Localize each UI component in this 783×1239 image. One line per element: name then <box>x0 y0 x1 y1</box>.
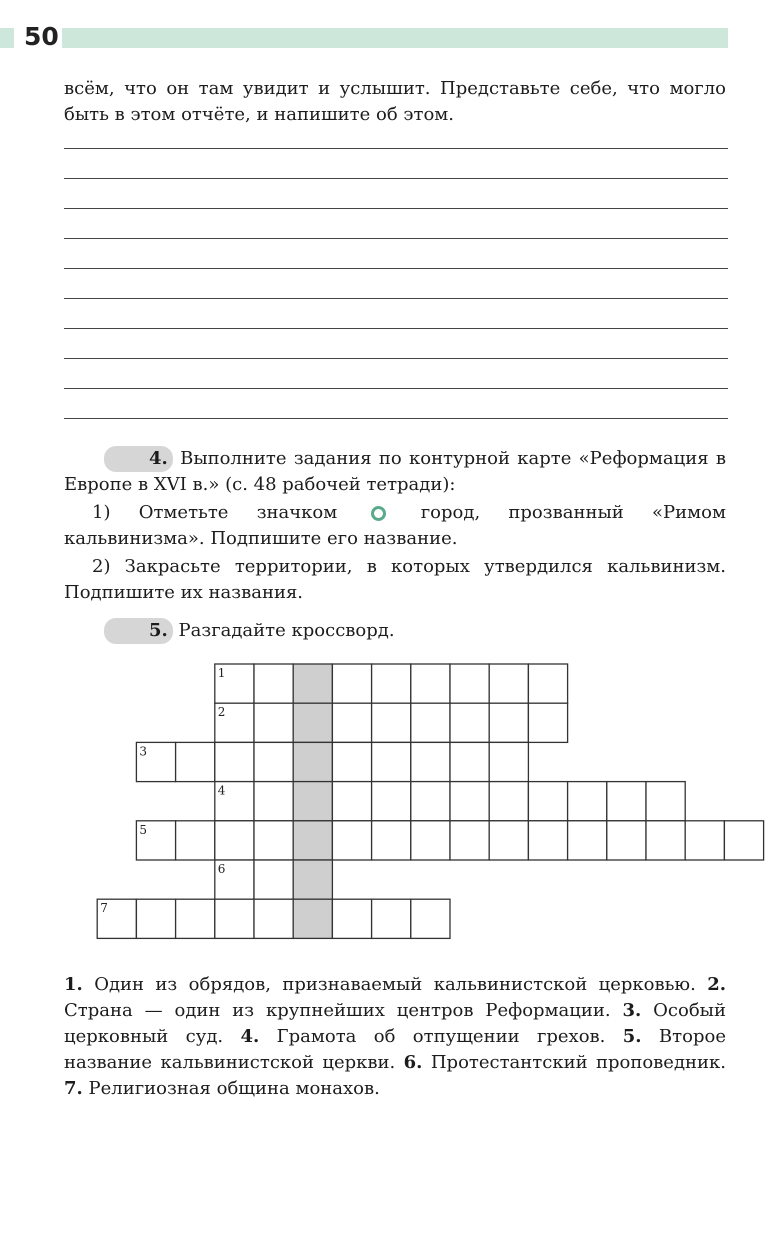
clue-text: Страна — один из крупнейших центров Реформации. <box>64 1000 623 1021</box>
crossword-cell[interactable] <box>332 664 371 703</box>
crossword-cell[interactable] <box>528 703 567 742</box>
crossword-cell[interactable] <box>332 899 371 938</box>
crossword-cell[interactable] <box>254 821 293 860</box>
crossword-row-number: 2 <box>217 705 226 720</box>
crossword-cell[interactable] <box>176 899 215 938</box>
crossword-cell[interactable] <box>411 899 450 938</box>
crossword-cell[interactable] <box>176 742 215 781</box>
crossword-cell[interactable] <box>568 821 607 860</box>
crossword-cell[interactable] <box>489 821 528 860</box>
crossword-cell[interactable] <box>293 860 332 899</box>
crossword-cell[interactable] <box>372 742 411 781</box>
clue-number: 2. <box>707 974 726 995</box>
crossword-cell[interactable] <box>215 821 254 860</box>
task-4-number: 4. <box>104 446 173 472</box>
crossword-cell[interactable] <box>489 703 528 742</box>
crossword-cell[interactable] <box>411 782 450 821</box>
crossword-cell[interactable] <box>332 742 371 781</box>
crossword-cell[interactable] <box>372 703 411 742</box>
task-4-item-1-after: город, прозванный «Римом кальвинизма». Подпишите его название. <box>64 502 726 549</box>
crossword-cell[interactable] <box>528 782 567 821</box>
clue-text: Особый церковный суд. <box>64 1000 727 1047</box>
crossword-cell[interactable] <box>411 742 450 781</box>
crossword-cell[interactable] <box>254 899 293 938</box>
crossword-cell[interactable] <box>254 742 293 781</box>
crossword-cell[interactable] <box>528 664 567 703</box>
clue-text: Религиозная община монахов. <box>82 1078 380 1099</box>
clue-text: Второе название кальвинистской церкви. <box>64 1026 726 1073</box>
crossword-row-number: 3 <box>139 744 148 759</box>
clue-number: 7. <box>64 1078 83 1099</box>
clue-number: 3. <box>622 1000 642 1021</box>
crossword-row-number: 7 <box>100 901 108 916</box>
clue-text: Протестантский проповедник. <box>422 1052 726 1073</box>
crossword-cell[interactable] <box>293 703 332 742</box>
task-4-item-1-before: 1) Отметьте значком <box>92 502 338 523</box>
crossword-cell[interactable] <box>724 821 763 860</box>
crossword-cell[interactable] <box>411 821 450 860</box>
crossword-cell[interactable] <box>489 782 528 821</box>
crossword-cell[interactable] <box>254 664 293 703</box>
crossword-cell[interactable] <box>293 742 332 781</box>
task-5-number: 5. <box>104 618 173 644</box>
crossword-cell[interactable] <box>568 782 607 821</box>
crossword-cell[interactable] <box>293 899 332 938</box>
crossword-cell[interactable] <box>646 782 685 821</box>
crossword-cell[interactable] <box>372 821 411 860</box>
crossword-cell[interactable] <box>528 821 567 860</box>
crossword-cell[interactable] <box>489 664 528 703</box>
page-number: 50 <box>24 22 59 51</box>
crossword-cell[interactable] <box>372 664 411 703</box>
intro-text: всём, что он там увидит и услышит. Представьте себе, что могло быть в этом отчёте, и напишите об этом. <box>64 78 726 125</box>
crossword-cell[interactable] <box>607 782 646 821</box>
crossword-cell[interactable] <box>215 899 254 938</box>
crossword-cell[interactable] <box>450 703 489 742</box>
clue-text: Один из обрядов, признаваемый кальвинистской церковью. <box>82 974 708 995</box>
crossword-cell[interactable] <box>372 782 411 821</box>
crossword-cell[interactable] <box>685 821 724 860</box>
crossword-cell[interactable] <box>607 821 646 860</box>
crossword-cell[interactable] <box>176 821 215 860</box>
crossword-cell[interactable] <box>136 899 175 938</box>
crossword-cell[interactable] <box>646 821 685 860</box>
clue-text: Грамота об отпущении грехов. <box>259 1026 623 1047</box>
crossword-cell[interactable] <box>332 782 371 821</box>
crossword-row-number: 6 <box>217 862 226 876</box>
crossword-cell[interactable] <box>372 899 411 938</box>
crossword-cell[interactable] <box>450 782 489 821</box>
task-4-item-2: 2) Закрасьте территории, в которых утвердился кальвинизм. Подпишите их названия. <box>64 556 726 603</box>
crossword-cell[interactable] <box>450 742 489 781</box>
crossword-cell[interactable] <box>450 664 489 703</box>
crossword-cell[interactable] <box>450 821 489 860</box>
crossword-cell[interactable] <box>293 664 332 703</box>
crossword-cell[interactable] <box>254 703 293 742</box>
crossword-cell[interactable] <box>215 742 254 781</box>
crossword-cell[interactable] <box>254 782 293 821</box>
crossword-cell[interactable] <box>411 664 450 703</box>
crossword-cell[interactable] <box>489 742 528 781</box>
task-5-text: Разгадайте кроссворд. <box>178 620 395 641</box>
crossword-cell[interactable] <box>332 821 371 860</box>
crossword-row-number: 1 <box>217 666 226 680</box>
task-4-text: Выполните задания по контурной карте «Реформация в Европе в XVI в.» (с. 48 рабочей тетради): <box>64 448 726 495</box>
crossword-cell[interactable] <box>332 703 371 742</box>
clue-number: 1. <box>64 974 83 995</box>
crossword-row-number: 4 <box>217 783 226 798</box>
crossword-row-number: 5 <box>139 822 148 837</box>
clues <box>64 972 726 1102</box>
clue-number: 5. <box>622 1026 642 1047</box>
crossword-cell[interactable] <box>411 703 450 742</box>
crossword-cell[interactable] <box>254 860 293 899</box>
crossword-cell[interactable] <box>293 821 332 860</box>
clue-number: 4. <box>240 1026 260 1047</box>
crossword-cell[interactable] <box>293 782 332 821</box>
clue-number: 6. <box>403 1052 423 1073</box>
